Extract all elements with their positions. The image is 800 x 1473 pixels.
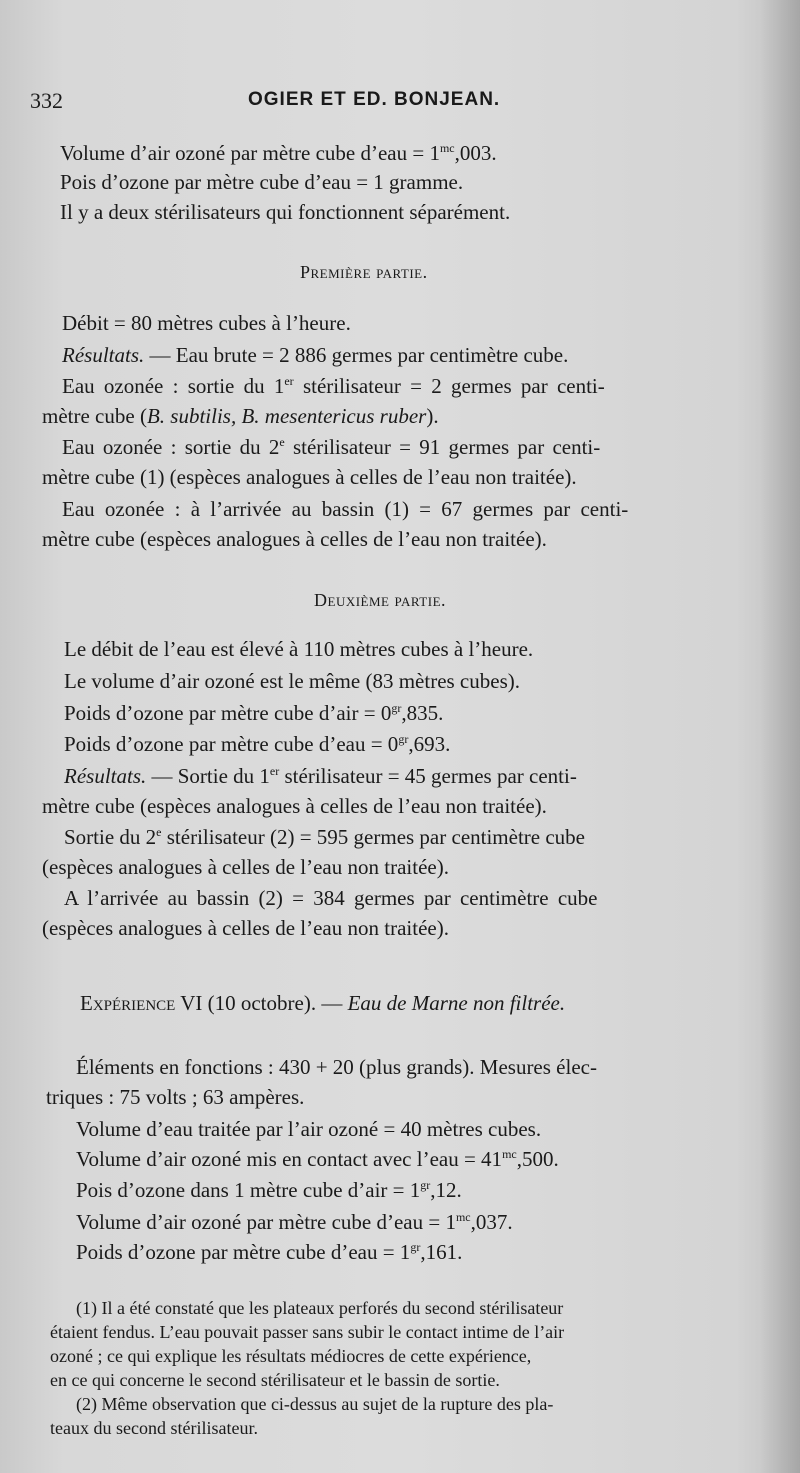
experience-line-4: Volume d’air ozoné mis en contact avec l’eau = $41^{mc},500$.: [76, 1147, 559, 1171]
partie2-line-7: Sortie du 2e stérilisateur (2) = 595 germes par centimètre cube: [64, 825, 586, 849]
section-title-partie-2: Deuxième partie.: [314, 590, 447, 610]
partie2-line-6: mètre cube (espèces analogues à celles de l’eau non traitée).: [42, 794, 547, 818]
section-title-partie-1: Première partie.: [300, 262, 428, 282]
partie2-line-10: (espèces analogues à celles de l’eau non traitée).: [42, 916, 449, 940]
partie2-line-1: Le débit de l’eau est élevé à 110 mètres cubes à l’heure.: [64, 637, 534, 661]
partie1-resultats: Résultats. — Eau brute = 2 886 germes par centimètre cube.: [62, 343, 569, 367]
page-number: 332: [30, 88, 63, 113]
partie1-line-4: mètre cube (1) (espèces analogues à celles de l’eau non traitée).: [42, 465, 577, 489]
experience-line-7: Poids d’ozone par mètre cube d’eau = $1^{gr},161$.: [76, 1240, 463, 1264]
intro-line-2: Pois d’ozone par mètre cube d’eau = 1 gramme.: [60, 170, 464, 194]
page-edge-shadow: [760, 0, 800, 1473]
partie1-line-3: Eau ozonée : sortie du 2e stérilisateur = 91 germes par centi-: [62, 435, 601, 459]
experience-line-3: Volume d’eau traitée par l’air ozoné = 40 mètres cubes.: [76, 1117, 542, 1141]
experience-line-1: Éléments en fonctions : 430 + 20 (plus grands). Mesures élec-: [76, 1055, 597, 1079]
experience-line-5: Pois d’ozone dans 1 mètre cube d’air = $1^{gr},12$.: [76, 1178, 462, 1202]
partie2-line-3: Poids d’ozone par mètre cube d’air = $0^{gr},835$.: [64, 701, 444, 725]
footnote-1-line-1: (1) Il a été constaté que les plateaux perforés du second stérilisateur: [76, 1298, 564, 1318]
partie1-line-5: Eau ozonée : à l’arrivée au bassin (1) = 67 germes par centi-: [62, 497, 629, 521]
experience-line-2: triques : 75 volts ; 63 ampères.: [46, 1085, 305, 1109]
partie1-line-6: mètre cube (espèces analogues à celles de l’eau non traitée).: [42, 527, 547, 551]
running-head: OGIER ET ED. BONJEAN.: [248, 89, 501, 110]
experience-line-6: Volume d’air ozoné par mètre cube d’eau = $1^{mc},037$.: [76, 1210, 513, 1234]
partie1-debit: Débit = 80 mètres cubes à l’heure.: [62, 311, 351, 335]
partie2-line-9: A l’arrivée au bassin (2) = 384 germes par centimètre cube: [64, 886, 598, 910]
intro-line-1: Volume d’air ozoné par mètre cube d’eau = $1^{mc},003$.: [60, 141, 497, 165]
page-header: [30, 82, 730, 122]
footnote-1-line-2: étaient fendus. L’eau pouvait passer sans subir le contact intime de l’air: [50, 1322, 565, 1342]
partie2-line-5: Résultats. — Sortie du 1er stérilisateur = 45 germes par centi-: [64, 764, 577, 788]
intro-line-3: Il y a deux stérilisateurs qui fonctionnent séparément.: [60, 200, 511, 224]
partie2-line-2: Le volume d’air ozoné est le même (83 mètres cubes).: [64, 669, 520, 693]
partie1-line-2: mètre cube (B. subtilis, B. mesentericus ruber).: [42, 404, 439, 428]
partie2-line-8: (espèces analogues à celles de l’eau non traitée).: [42, 855, 449, 879]
footnote-2-line-2: teaux du second stérilisateur.: [50, 1418, 258, 1438]
partie2-line-4: Poids d’ozone par mètre cube d’eau = $0^{gr},693$.: [64, 732, 451, 756]
experience-title: Expérience VI (10 octobre). — Eau de Marne non filtrée.: [80, 991, 566, 1015]
footnote-2-line-1: (2) Même observation que ci-dessus au sujet de la rupture des pla-: [76, 1394, 554, 1414]
footnote-1-line-4: en ce qui concerne le second stérilisateur et le bassin de sortie.: [50, 1370, 500, 1390]
partie1-line-1: Eau ozonée : sortie du 1er stérilisateur = 2 germes par centi-: [62, 374, 605, 398]
footnote-1-line-3: ozoné ; ce qui explique les résultats médiocres de cette expérience,: [50, 1346, 532, 1366]
